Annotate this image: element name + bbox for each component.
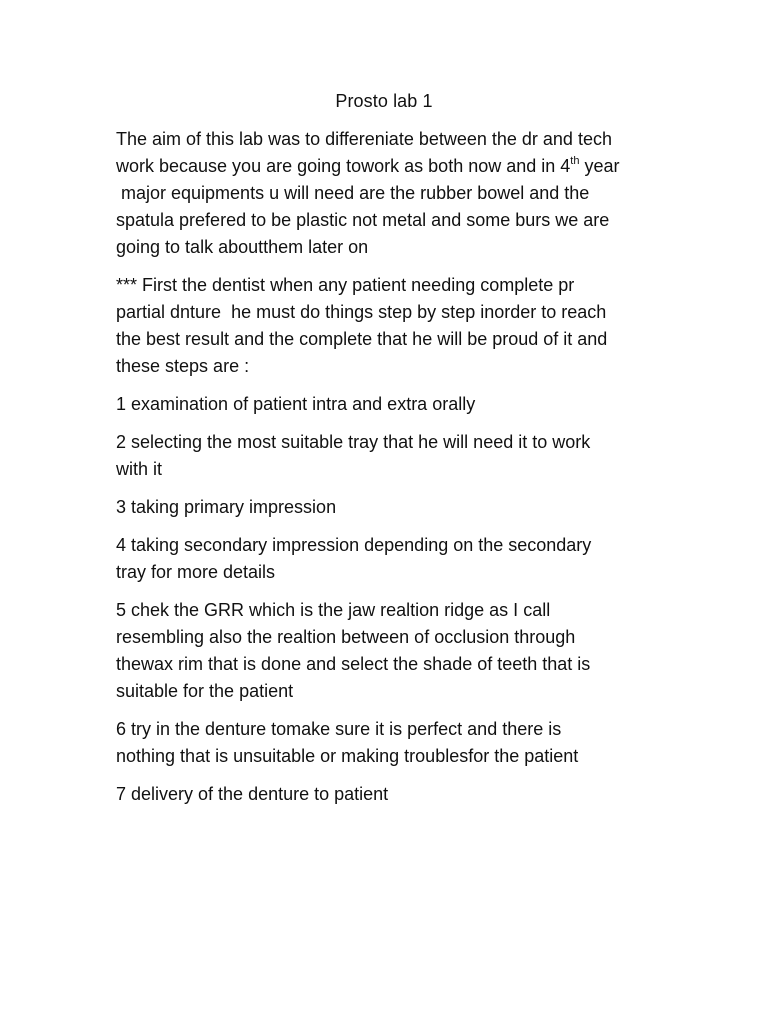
step-line: 6 try in the denture tomake sure it is perfect and there is xyxy=(116,719,562,739)
step-3 xyxy=(116,494,646,521)
intro-line-with-superscript xyxy=(116,153,646,180)
intro-paragraph xyxy=(116,126,646,261)
step-4 xyxy=(116,532,646,586)
step-line: nothing that is unsuitable or making troublesfor the patient xyxy=(116,746,579,766)
step-line: with it xyxy=(116,459,163,479)
step-6 xyxy=(116,716,646,770)
intro-line: going to talk aboutthem later on xyxy=(116,237,369,257)
step-7 xyxy=(116,781,646,808)
intro-line: The aim of this lab was to differeniate between the dr and tech xyxy=(116,129,612,149)
document-title: Prosto lab 1 xyxy=(335,91,433,111)
step-line: tray for more details xyxy=(116,562,276,582)
note-line: *** First the dentist when any patient needing complete pr xyxy=(116,275,575,295)
step-line: 2 selecting the most suitable tray that he will need it to work xyxy=(116,432,591,452)
step-line: 5 chek the GRR which is the jaw realtion ridge as I call xyxy=(116,600,551,620)
step-5 xyxy=(116,597,646,705)
step-line: thewax rim that is done and select the shade of teeth that is xyxy=(116,654,591,674)
step-line: 7 delivery of the denture to patient xyxy=(116,784,389,804)
step-line: suitable for the patient xyxy=(116,681,294,701)
note-line: partial dnture he must do things step by step inorder to reach xyxy=(116,302,607,322)
document-body xyxy=(116,126,646,819)
note-line: the best result and the complete that he will be proud of it and xyxy=(116,329,608,349)
superscript-ordinal: th xyxy=(570,155,580,167)
note-paragraph xyxy=(116,272,646,380)
step-line: 3 taking primary impression xyxy=(116,497,337,517)
intro-line-part: year xyxy=(579,156,620,176)
intro-line: spatula prefered to be plastic not metal and some burs we are xyxy=(116,210,610,230)
intro-line: major equipments u will need are the rubber bowel and the xyxy=(116,183,590,203)
step-2 xyxy=(116,429,646,483)
note-line: these steps are : xyxy=(116,356,250,376)
step-line: 4 taking secondary impression depending on the secondary xyxy=(116,535,592,555)
intro-line-part: work because you are going towork as both now and in 4 xyxy=(116,156,571,176)
step-line: resembling also the realtion between of occlusion through xyxy=(116,627,576,647)
step-line: 1 examination of patient intra and extra orally xyxy=(116,394,476,414)
step-1 xyxy=(116,391,646,418)
